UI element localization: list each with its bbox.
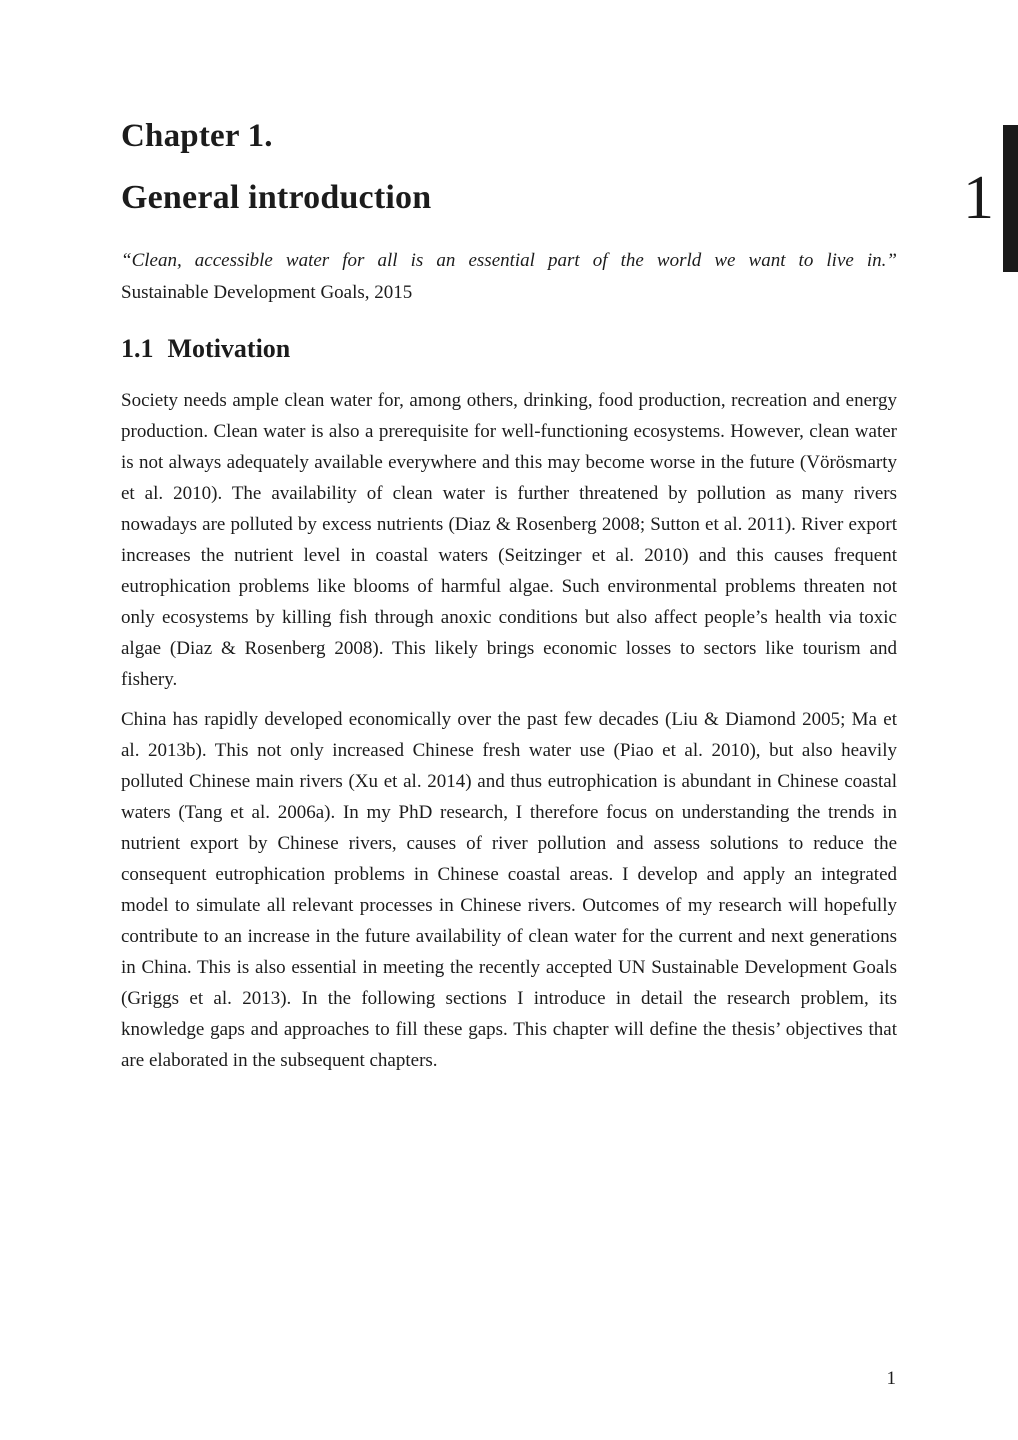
paragraph-motivation-2: China has rapidly developed economically over the past few decades (Liu & Diamond 2005; Ma et al. 2013b). This not only increased Chinese fresh water use (Piao et al. 2010), but also heavily polluted Chinese main rivers (Xu et al. 2014) and thus eutrophication is abundant in Chinese coastal waters (Tang et al. 2006a). In my PhD research, I therefore focus on understanding the trends in nutrient export by Chinese rivers, causes of river pollution and assess solutions to reduce the consequent eutrophication problems in Chinese coastal areas. I develop and apply an integrated model to simulate all relevant processes in Chinese rivers. Outcomes of my research will hopefully contribute to an increase in the future availability of clean water for the current and next generations in China. This is also essential in meeting the recently accepted UN Sustainable Development Goals (Griggs et al. 2013). In the following sections I introduce in detail the research problem, its knowledge gaps and approaches to fill these gaps. This chapter will define the thesis’ objectives that are elaborated in the subsequent chapters. bbox=[121, 709, 897, 1072]
chapter-heading: Chapter 1. bbox=[121, 118, 273, 154]
chapter-title: General introduction bbox=[121, 179, 432, 217]
paragraph-motivation-1: Society needs ample clean water for, among others, drinking, food production, recreation and energy production. Clean water is also a prerequisite for well-functioning ecosystems. However, clean water is not always adequately available everywhere and this may become worse in the future (Vörösmarty et al. 2010). The availability of clean water is further threatened by pollution as many rivers nowadays are polluted by excess nutrients (Diaz & Rosenberg 2008; Sutton et al. 2011). River export increases the nutrient level in coastal waters (Seitzinger et al. 2010) and this causes frequent eutrophication problems like blooms of harmful algae. Such environmental problems threaten not only ecosystems by killing fish through anoxic conditions but also affect people’s health via toxic algae (Diaz & Rosenberg 2008). This likely brings economic losses to sectors like tourism and fishery. bbox=[121, 390, 897, 691]
page-number: 1 bbox=[886, 1368, 896, 1389]
section-number: 1.1 bbox=[121, 333, 154, 363]
section-heading bbox=[121, 333, 897, 366]
chapter-tab-number: 1 bbox=[963, 164, 994, 232]
epigraph-attribution: Sustainable Development Goals, 2015 bbox=[121, 282, 413, 304]
section-title: Motivation bbox=[167, 333, 291, 363]
page-content bbox=[121, 0, 897, 1076]
chapter-tab-bar bbox=[1003, 125, 1018, 272]
epigraph-quote: “Clean, accessible water for all is an essential part of the world we want to live in.” bbox=[121, 249, 897, 271]
